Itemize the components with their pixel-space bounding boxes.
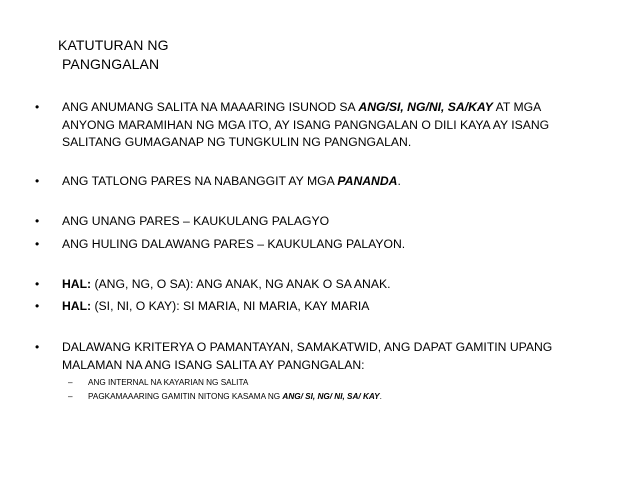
bullet-line bbox=[62, 99, 562, 117]
bullet-dot: • bbox=[35, 340, 40, 354]
text-run: ANG ANUMANG SALITA NA MAAARING ISUNOD SA bbox=[62, 100, 359, 114]
text-run: . bbox=[379, 392, 382, 401]
emphasis-markers: ANG/SI, NG/NI, SA/KAY bbox=[358, 100, 493, 114]
bullet-line bbox=[62, 173, 562, 191]
bullet-line: MALAMAN NA ANG ISANG SALITA AY PANGNGALAN: bbox=[62, 357, 365, 372]
sub-bullet-dash: – bbox=[68, 392, 73, 401]
label-hal: HAL: bbox=[62, 299, 92, 313]
bullet-line bbox=[62, 298, 562, 316]
text-run: (SI, NI, O KAY): SI MARIA, NI MARIA, KAY MARIA bbox=[91, 299, 370, 313]
bullet-line: SALITANG GUMAGANAP NG TUNGKULIN NG PANGNGALAN. bbox=[62, 135, 412, 149]
bullet-line: ANG UNANG PARES – KAUKULANG PALAGYO bbox=[62, 214, 330, 228]
text-run: PAGKAMAAARING GAMITIN NITONG KASAMA NG bbox=[88, 392, 283, 401]
emphasis-pananda: PANANDA bbox=[337, 174, 398, 188]
sub-bullet-text bbox=[88, 391, 382, 403]
bullet-text bbox=[62, 298, 562, 316]
text-run: ANG TATLONG PARES NA NABANGGIT AY MGA bbox=[62, 174, 338, 188]
emphasis-markers: ANG/ SI, NG/ NI, SA/ KAY bbox=[282, 392, 380, 401]
bullet-dot: • bbox=[35, 100, 40, 114]
label-hal: HAL: bbox=[62, 277, 92, 291]
text-run: AT MGA bbox=[492, 100, 542, 114]
text-run: . bbox=[397, 174, 401, 188]
bullet-text bbox=[62, 236, 562, 254]
bullet-dot: • bbox=[35, 174, 40, 188]
title-line-2: PANGNGALAN bbox=[62, 56, 160, 72]
bullet-text bbox=[62, 99, 562, 152]
bullet-text bbox=[62, 339, 562, 374]
bullet-text bbox=[62, 173, 562, 191]
bullet-dot: • bbox=[35, 299, 40, 313]
bullet-text bbox=[62, 213, 562, 231]
text-run: (ANG, NG, O SA): ANG ANAK, NG ANAK O SA ANAK. bbox=[91, 277, 391, 291]
bullet-line: ANG HULING DALAWANG PARES – KAUKULANG PALAYON. bbox=[62, 237, 406, 251]
bullet-dot: • bbox=[35, 277, 40, 291]
bullet-text bbox=[62, 276, 562, 294]
bullet-line: ANYONG MARAMIHAN NG MGA ITO, AY ISANG PANGNGALAN O DILI KAYA AY ISANG bbox=[62, 117, 550, 132]
bullet-line: DALAWANG KRITERYA O PAMANTAYAN, SAMAKATWID, ANG DAPAT GAMITIN UPANG bbox=[62, 340, 553, 354]
sub-bullet-text: ANG INTERNAL NA KAYARIAN NG SALITA bbox=[88, 378, 249, 387]
sub-bullet-dash: – bbox=[68, 378, 73, 387]
bullet-dot: • bbox=[35, 237, 40, 251]
bullet-line bbox=[62, 276, 562, 294]
bullet-dot: • bbox=[35, 214, 40, 228]
title-line-1: KATUTURAN NG bbox=[58, 37, 169, 53]
slide-title bbox=[58, 36, 169, 74]
